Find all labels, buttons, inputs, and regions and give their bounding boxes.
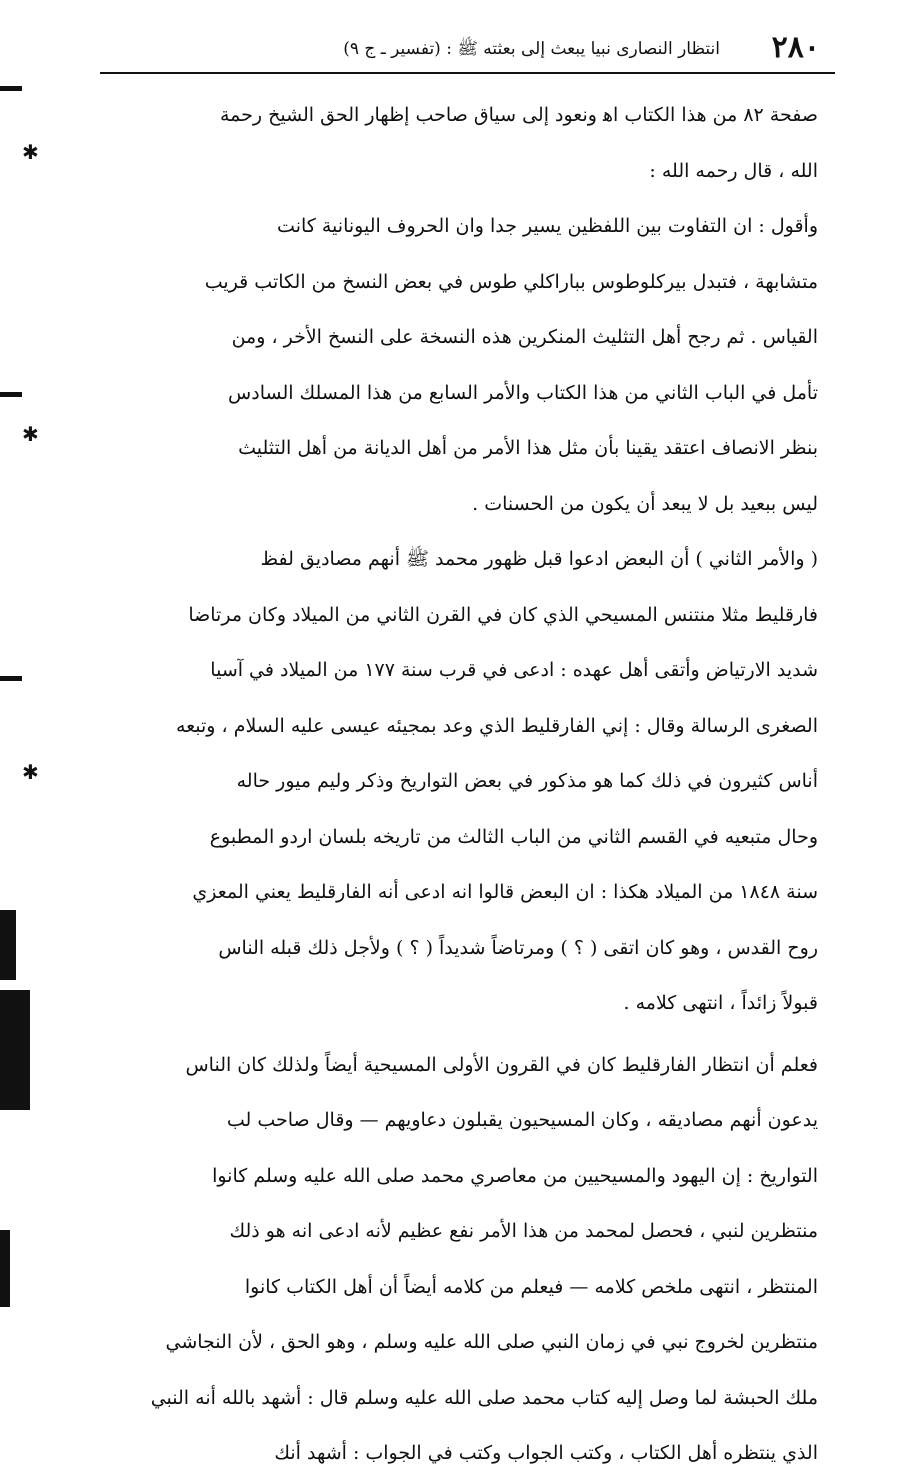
margin-mark [0, 86, 22, 91]
text-line: فعلم أن انتظار الفارقليط كان في القرون الأولى المسيحية أيضاً ولذلك كان الناس [185, 1053, 818, 1076]
margin-star: ✱ [22, 760, 39, 784]
text-line: قبولاً زائداً ، انتهى كلامه . [623, 992, 818, 1014]
running-title: انتظار النصارى نبيا يبعث إلى بعثته ﷺ : (تفسير ـ ج ٩) [343, 39, 720, 59]
text-line: سنة ١٨٤٨ من الميلاد هكذا : ان البعض قالوا انه ادعى أنه الفارقليط يعني المعزي [192, 881, 818, 903]
margin-star: ✱ [22, 140, 39, 164]
text-line: روح القدس ، وهو كان اتقى ( ؟ ) ومرتاضاً شديداً ( ؟ ) ولأجل ذلك قبله الناس [218, 936, 818, 959]
text-line: تأمل في الباب الثاني من هذا الكتاب والأمر السابع من هذا المسلك السادس [228, 381, 818, 404]
margin-mark [0, 392, 22, 397]
scan-blot [0, 990, 30, 1110]
text-line: الذي ينتظره أهل الكتاب ، وكتب الجواب وكتب في الجواب : أشهد أنك [274, 1442, 818, 1464]
scan-blot [0, 1230, 10, 1307]
text-line: القياس . ثم رجح أهل التثليث المنكرين هذه النسخة على النسخ الأخر ، ومن [231, 326, 818, 348]
text-line: ليس ببعيد بل لا يبعد أن يكون من الحسنات . [472, 492, 818, 515]
page-number: ٢٨٠ [771, 30, 820, 65]
text-line: يدعون أنهم مصاديقه ، وكان المسيحيون يقبلون دعاويهم — وقال صاحب لب [226, 1109, 818, 1131]
scan-blot [0, 910, 16, 980]
text-line: بنظر الانصاف اعتقد يقينا بأن مثل هذا الأمر من أهل الديانة من أهل التثليث [238, 437, 818, 459]
text-line: صفحة ٨٢ من هذا الكتاب اﻫ ونعود إلى سياق صاحب إظهار الحق الشيخ رحمة [219, 104, 818, 126]
text-line: الصغرى الرسالة وقال : إني الفارقليط الذي وعد بمجيئه عيسى عليه السلام ، وتبعه [175, 714, 818, 737]
text-line: متشابهة ، فتبدل بيركلوطوس بباراكلي طوس في بعض النسخ من الكاتب قريب [204, 270, 818, 293]
text-line: المنتظر ، انتهى ملخص كلامه — فيعلم من كلامه أيضاً أن أهل الكتاب كانوا [244, 1275, 818, 1298]
text-line: منتظرين لنبي ، فحصل لمحمد من هذا الأمر نفع عظيم لأنه ادعى انه هو ذلك [229, 1220, 818, 1242]
margin-mark [0, 676, 22, 681]
text-line: ملك الحبشة لما وصل إليه كتاب محمد صلى الله عليه وسلم قال : أشهد بالله أنه النبي [150, 1386, 818, 1409]
text-line: وحال متبعيه في القسم الثاني من الباب الثالث من تاريخه بلسان اردو المطبوع [209, 825, 818, 848]
text-line: أناس كثيرون في ذلك كما هو مذكور في بعض التواريخ وذكر وليم ميور حاله [236, 770, 818, 792]
text-line: التواريخ : إن اليهود والمسيحيين من معاصري محمد صلى الله عليه وسلم كانوا [212, 1164, 818, 1187]
header-rule [100, 72, 835, 74]
text-line: شديد الارتياض وأتقى أهل عهده : ادعى في قرب سنة ١٧٧ من الميلاد في آسيا [210, 659, 818, 681]
text-line: منتظرين لخروج نبي في زمان النبي صلى الله عليه وسلم ، وهو الحق ، لأن النجاشي [165, 1331, 818, 1353]
text-line: ( والأمر الثاني ) أن البعض ادعوا قبل ظهور محمد ﷺ أنهم مصاديق لفظ [260, 548, 818, 570]
running-header [120, 26, 820, 66]
text-line: وأقول : ان التفاوت بين اللفظين يسير جدا وان الحروف اليونانية كانت [277, 215, 818, 237]
text-line: الله ، قال رحمه الله : [649, 159, 818, 182]
margin-star: ✱ [22, 422, 39, 446]
text-line: فارقليط مثلا منتنس المسيحي الذي كان في القرن الثاني من الميلاد وكان مرتاضا [188, 603, 818, 626]
body-text [118, 88, 818, 1482]
